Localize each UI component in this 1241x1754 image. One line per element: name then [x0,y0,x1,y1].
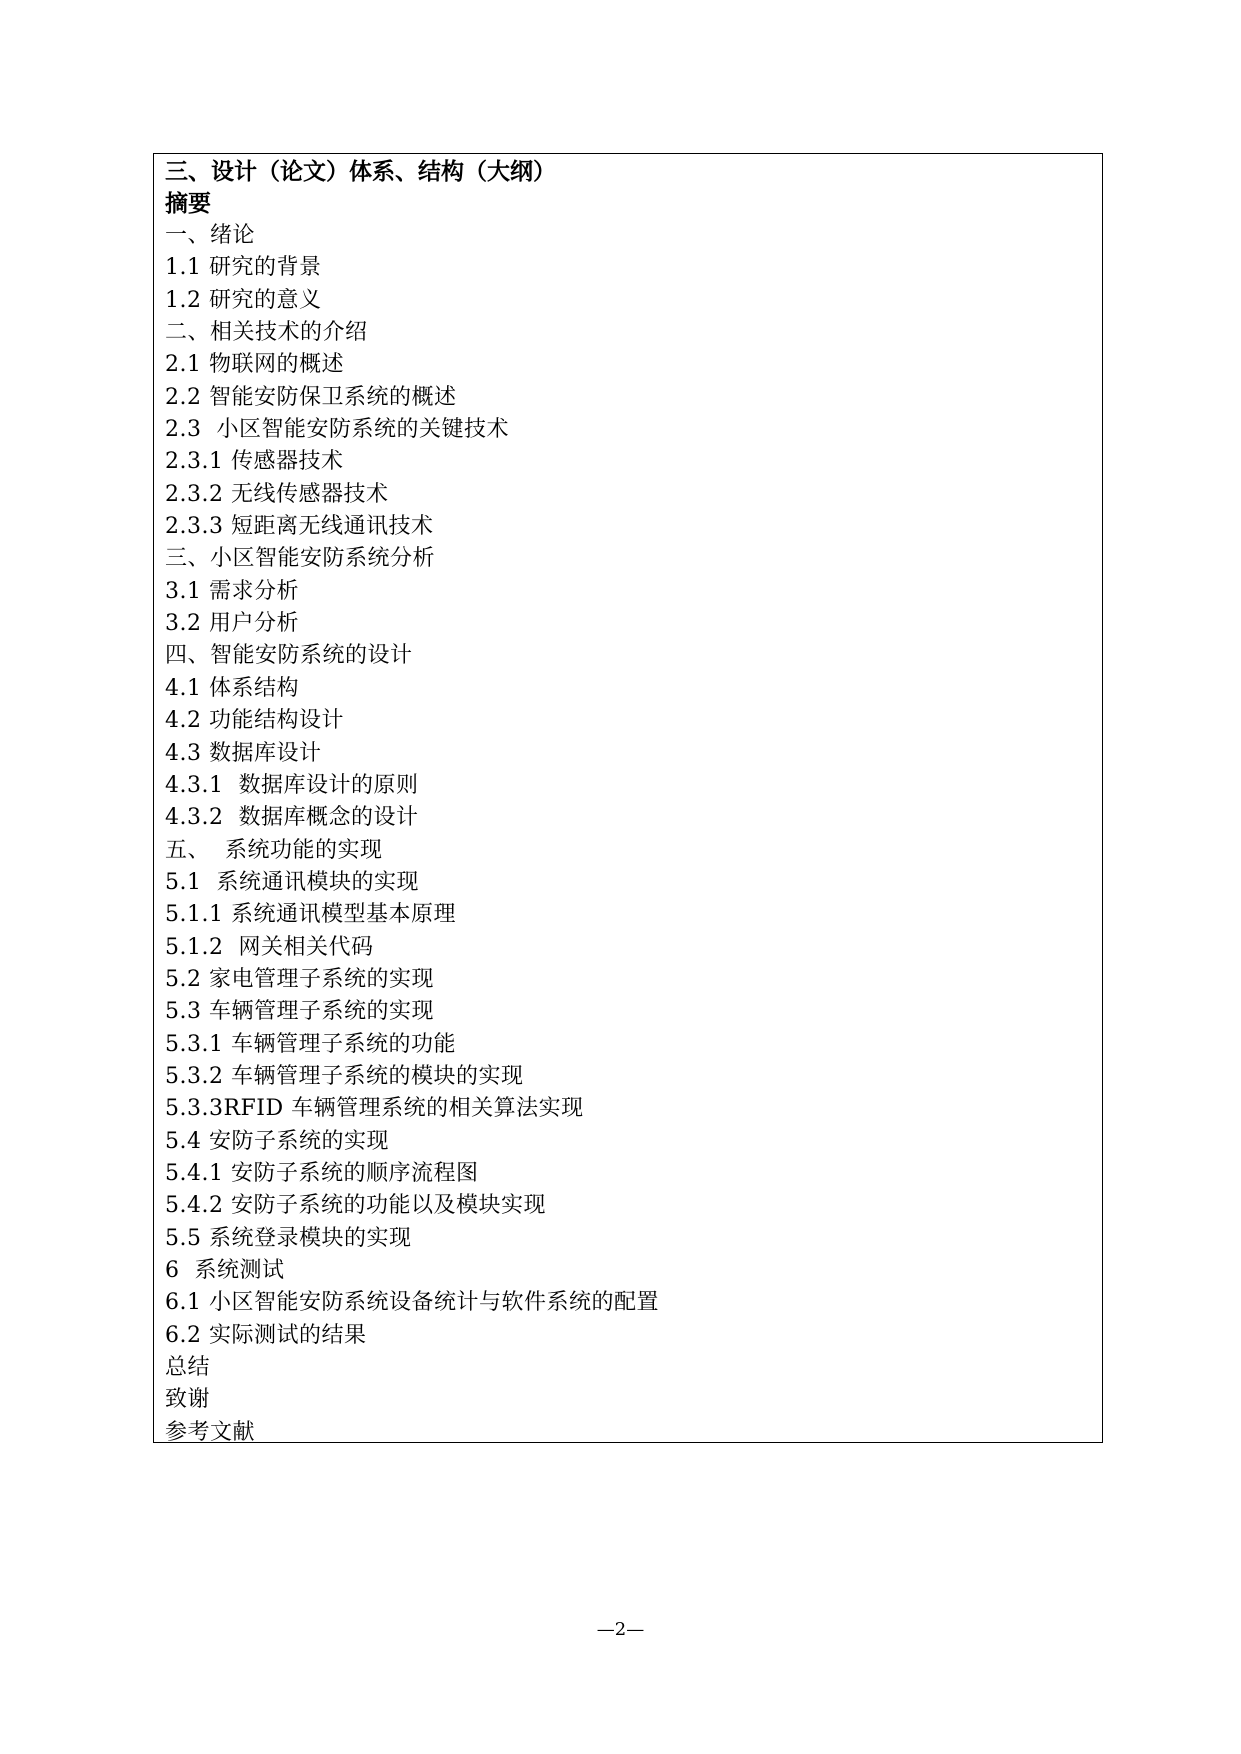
outline-item: 四、智能安防系统的设计 [165,643,413,669]
outline-item: 总结 [165,1355,211,1381]
outline-box [153,153,1103,1443]
outline-item: 3.2 用户分析 [165,611,299,637]
outline-item: 4.2 功能结构设计 [165,708,344,734]
outline-item: 6.1 小区智能安防系统设备统计与软件系统的配置 [165,1290,659,1316]
outline-item: 1.2 研究的意义 [165,287,322,313]
outline-item: 5.4.2 安防子系统的功能以及模块实现 [165,1193,546,1219]
outline-item: 5.2 家电管理子系统的实现 [165,966,434,992]
outline-item: 3.1 需求分析 [165,578,299,604]
outline-item: 2.3.1 传感器技术 [165,449,344,475]
outline-item: 致谢 [165,1387,211,1413]
abstract-heading: 摘要 [165,190,211,217]
outline-item: 参考文献 [165,1419,256,1445]
outline-item: 1.1 研究的背景 [165,255,322,281]
outline-item: 4.3.1 数据库设计的原则 [165,772,419,798]
outline-item: 4.3.2 数据库概念的设计 [165,805,419,831]
section-title: 三、设计（论文）体系、结构（大纲） [165,158,556,185]
outline-item: 二、相关技术的介绍 [165,320,368,346]
outline-item: 5.4 安防子系统的实现 [165,1128,389,1154]
outline-item: 2.3.3 短距离无线通讯技术 [165,514,434,540]
outline-item: 2.3.2 无线传感器技术 [165,481,389,507]
outline-item: 5.1.2 网关相关代码 [165,934,374,960]
outline-item: 三、小区智能安防系统分析 [165,546,436,572]
outline-item: 5.4.1 安防子系统的顺序流程图 [165,1160,479,1186]
outline-item: 4.3 数据库设计 [165,740,322,766]
outline-item: 5.5 系统登录模块的实现 [165,1225,412,1251]
outline-item: 5.1.1 系统通讯模型基本原理 [165,902,456,928]
outline-item: 5.3 车辆管理子系统的实现 [165,999,434,1025]
outline-list [165,220,1102,1449]
outline-item: 5.3.1 车辆管理子系统的功能 [165,1031,456,1057]
page-number: —2— [596,1619,645,1640]
outline-item: 2.1 物联网的概述 [165,352,344,378]
outline-item: 2.3 小区智能安防系统的关键技术 [165,417,509,443]
outline-item: 一、绪论 [165,223,256,248]
outline-item: 5.3.2 车辆管理子系统的模块的实现 [165,1063,524,1089]
outline-item: 4.1 体系结构 [165,675,299,701]
outline-item: 6 系统测试 [165,1258,285,1283]
outline-item: 6.2 实际测试的结果 [165,1322,367,1348]
outline-item: 5.1 系统通讯模块的实现 [165,869,419,895]
outline-item: 5.3.3RFID 车辆管理系统的相关算法实现 [165,1096,584,1122]
outline-item: 五、 系统功能的实现 [165,837,383,863]
outline-item: 2.2 智能安防保卫系统的概述 [165,384,457,410]
